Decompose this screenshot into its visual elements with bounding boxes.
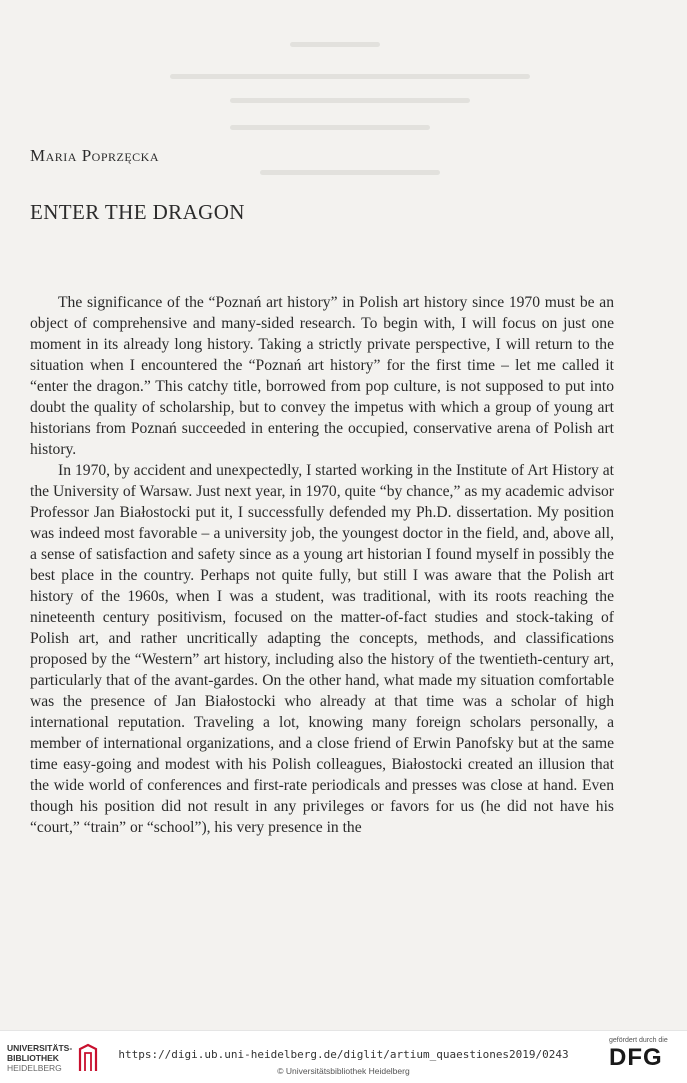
dfg-funder-logo[interactable] — [609, 1037, 681, 1079]
author-name: Maria Poprzęcka — [30, 146, 159, 165]
bleed-through-shadow — [170, 74, 530, 79]
funder-caption: gefördert durch die — [609, 1037, 668, 1044]
bleed-through-shadow — [230, 125, 430, 130]
paragraph: The significance of the “Poznań art history” in Polish art history since 1970 must be an object of comprehensive and many-sided research. To begin with, I will focus on just one moment in its already long history. Taking a strictly private perspective, I will return to the situation when I encountered the “Poznań art history” for the first time – let me called it “enter the dragon.” This catchy title, borrowed from pop culture, is not supposed to put into doubt the quality of scholarship, but to convey the impetus with which a group of young art historians from Poznań succeeded in entering the occupied, conservative arena of Polish art history. — [30, 294, 614, 458]
article-title: ENTER THE DRAGON — [30, 200, 245, 224]
library-line: HEIDELBERG — [7, 1063, 62, 1073]
bleed-through-shadow — [290, 42, 380, 47]
dfg-wordmark: DFG — [609, 1044, 663, 1071]
library-line: BIBLIOTHEK — [7, 1053, 59, 1063]
page-url-link[interactable]: https://digi.ub.uni-heidelberg.de/diglit/artium_quaestiones2019/0243 — [118, 1048, 569, 1061]
copyright-notice: © Universitätsbibliothek Heidelberg — [277, 1066, 410, 1076]
bleed-through-shadow — [260, 170, 440, 175]
article-body — [30, 292, 614, 838]
digitization-footer — [0, 1030, 687, 1083]
library-line: UNIVERSITÄTS- — [7, 1043, 73, 1053]
paragraph: In 1970, by accident and unexpectedly, I started working in the Institute of Art History at the University of Warsaw. Just next year, in 1970, quite “by chance,” as my academic advisor Professor Jan Białostocki put it, I successfully defended my Ph.D. dissertation. My position was indeed most favorable – a university job, the youngest doctor in the field, and, above all, a sense of satisfaction and safety since as a young art historian I found myself in possibly the best place in the country. Perhaps not quite fully, but still I was aware that the Polish art history of the 1960s, when I was a student, was traditional, with its roots reaching the nineteenth century positivism, focused on the matter-of-fact studies and stock-taking of Polish art, and rather uncritically adapting the concepts, methods, and classifications proposed by the “Western” art history, including also the history of the twentieth-century art, particularly that of the avant-gardes. On the other hand, what made my situation comfortable was the presence of Jan Białostocki who already at that time was a scholar of high international reputation. Traveling a lot, knowing many foreign scholars personally, a member of international organizations, and a close friend of Erwin Panofsky but at the same time easy-going and modest with his Polish colleagues, Białostocki created an illusion that the wide world of conferences and first-rate periodicals and presses was close at hand. Even though his position did not result in any privileges or favors for us (he did not have his “court,” “train” or “school”), his very presence in the — [30, 462, 614, 836]
bleed-through-shadow — [230, 98, 470, 103]
